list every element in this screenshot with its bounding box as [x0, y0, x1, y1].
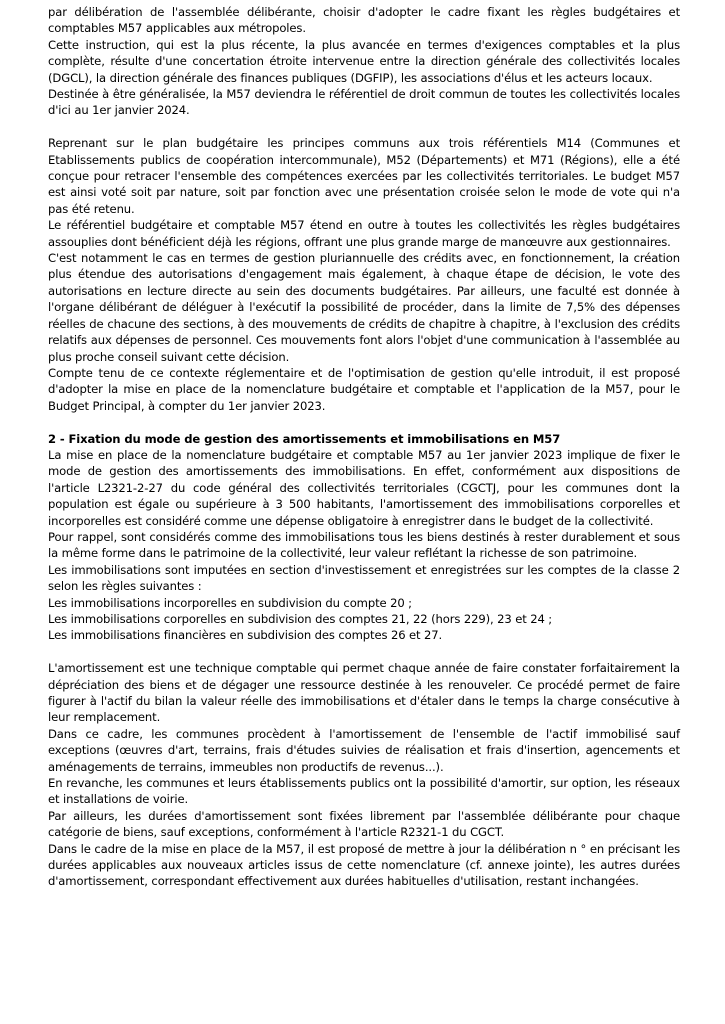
list-item: Les immobilisations financières en subdivision des comptes 26 et 27.	[48, 628, 443, 643]
paragraph: Pour rappel, sont considérés comme des immobilisations tous les biens destinés à rester durablement et sous la même forme dans le patrimoine de la collectivité, leur valeur reflétant la richesse de son patrimoine.	[48, 529, 680, 561]
paragraph: L'amortissement est une technique comptable qui permet chaque année de faire constater forfaitairement la dépréciation des biens et de dégager une ressource destinée à les renouveler. Ce procédé permet de faire figurer à l'actif du bilan la valeur réelle des immobilisations et d'étaler dans le temps la charge consécutive à leur remplacement.	[48, 661, 680, 725]
paragraph-spacer	[48, 414, 680, 430]
section-heading: 2 - Fixation du mode de gestion des amortissements et immobilisations en M57	[48, 431, 561, 446]
list-item: Les immobilisations incorporelles en subdivision du compte 20 ;	[48, 595, 412, 610]
paragraph: par délibération de l'assemblée délibérante, choisir d'adopter le cadre fixant les règles budgétaires et comptables M57 applicables aux métropoles.	[48, 5, 680, 36]
paragraph-spacer	[48, 119, 680, 135]
paragraph: En revanche, les communes et leurs établissements publics ont la possibilité d'amortir, sur option, les réseaux et installations de voirie.	[48, 776, 680, 807]
paragraph: Reprenant sur le plan budgétaire les principes communs aux trois référentiels M14 (Communes et Etablissements publics de coopération intercommunale), M52 (Départements) et M71 (Régions), elle a été conçue pour retracer l'ensemble des compétences exercées par les collectivités territoriales. Le budget M57 est ainsi voté soit par nature, soit par fonction avec une présentation croisée selon le mode de vote qui n'a pas été retenu.	[48, 136, 680, 216]
paragraph: Les immobilisations sont imputées en section d'investissement et enregistrées sur les comptes de la classe 2 selon les règles suivantes :	[48, 562, 680, 594]
paragraph: Dans le cadre de la mise en place de la M57, il est proposé de mettre à jour la délibération n ° en précisant les durées applicables aux nouveaux articles issus de cette nomenclature (cf. annexe jointe), les autres durées d'amortissement, correspondant effectivement aux durées habituelles d'utilisation, restant inchangées.	[48, 841, 680, 889]
paragraph: Destinée à être généralisée, la M57 deviendra le référentiel de droit commun de toutes les collectivités locales d'ici au 1er janvier 2024.	[48, 87, 680, 118]
paragraph: Le référentiel budgétaire et comptable M57 étend en outre à toutes les collectivités les règles budgétaires assouplies dont bénéficient déjà les régions, offrant une plus grande marge de manœuvre aux gestionnaires.	[48, 218, 680, 249]
paragraph: Dans ce cadre, les communes procèdent à l'amortissement de l'ensemble de l'actif immobilisé sauf exceptions (œuvres d'art, terrains, frais d'études suivies de réalisation et frais d'insertion, agencements et aménagements de terrains, immeubles non productifs de revenus...).	[48, 726, 680, 774]
list-item: Les immobilisations corporelles en subdivision des comptes 21, 22 (hors 229), 23 et 24 ;	[48, 612, 553, 626]
paragraph: Cette instruction, qui est la plus récente, la plus avancée en termes d'exigences comptables et la plus complète, résulte d'une concertation étroite intervenue entre la direction générale des collectivités locales (DGCL), la direction générale des finances publiques (DGFIP), les associations d'élus et les acteurs locaux.	[48, 37, 680, 85]
paragraph: La mise en place de la nomenclature budgétaire et comptable M57 au 1er janvier 2023 implique de fixer le mode de gestion des amortissements des immobilisations. En effet, conformément aux dispositions de l'article L2321-2-27 du code général des collectivités territoriales (CGCTJ, pour les communes dont la population est égale ou supérieure à 3 500 habitants, l'amortissement des immobilisations corporelles et incorporelles est considéré comme une dépense obligatoire à enregistrer dans le budget de la collectivité.	[48, 447, 680, 528]
paragraph: Compte tenu de ce contexte réglementaire et de l'optimisation de gestion qu'elle introduit, il est proposé d'adopter la mise en place de la nomenclature budgétaire et comptable et l'application de la M57, pour le Budget Principal, à compter du 1er janvier 2023.	[48, 365, 680, 413]
paragraph: C'est notamment le cas en termes de gestion pluriannuelle des crédits avec, en fonctionnement, la création plus étendue des autorisations d'engagement mais également, à chaque étape de décision, le vote des autorisations en lecture directe au sein des documents budgétaires. Par ailleurs, une faculté est donnée à l'organe délibérant de déléguer à l'exécutif la possibilité de procéder, dans la limite de 7,5% des dépenses réelles de chacune des sections, à des mouvements de crédits de chapitre à chapitre, à l'exclusion des crédits relatifs aux dépenses de personnel. Ces mouvements font alors l'objet d'une communication à l'assemblée au plus proche conseil suivant cette décision.	[48, 251, 680, 364]
paragraph-spacer	[48, 644, 680, 660]
paragraph: Par ailleurs, les durées d'amortissement sont fixées librement par l'assemblée délibérante pour chaque catégorie de biens, sauf exceptions, conformément à l'article R2321-1 du CGCT.	[48, 808, 680, 840]
document-page	[48, 0, 680, 890]
